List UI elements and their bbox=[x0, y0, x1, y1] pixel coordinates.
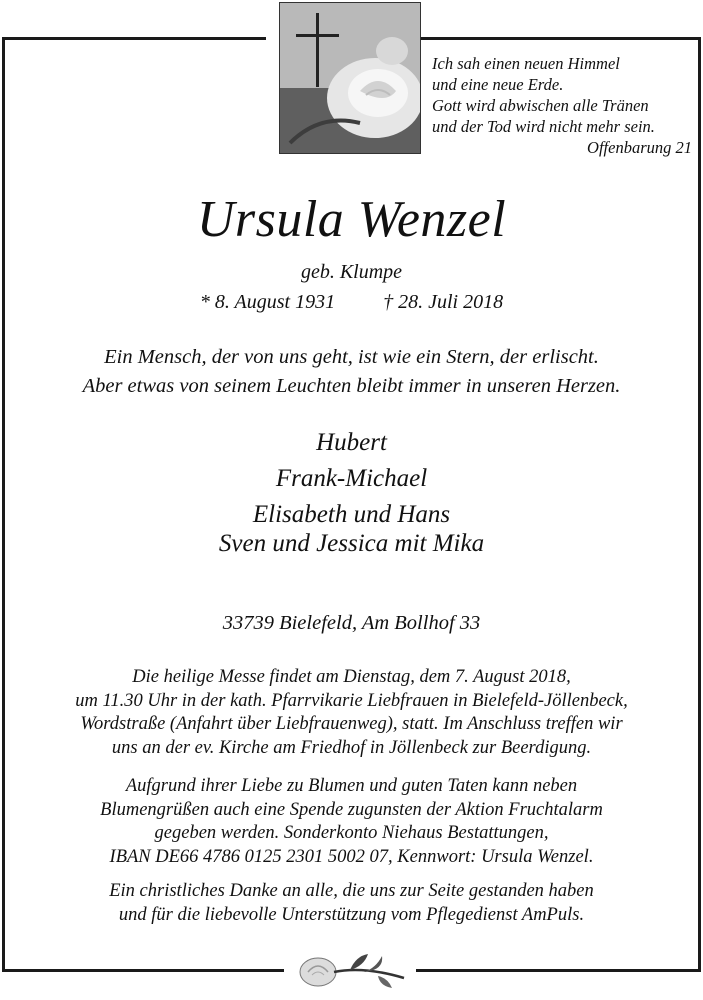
cross-icon bbox=[280, 3, 420, 153]
donation-info bbox=[0, 775, 703, 869]
quote-line: und der Tod wird nicht mehr sein. bbox=[432, 117, 655, 136]
frame-top-left-line bbox=[2, 37, 266, 40]
frame-top-right-line bbox=[417, 37, 701, 40]
funeral-service-info bbox=[0, 666, 703, 760]
family-address: 33739 Bielefeld, Am Bollhof 33 bbox=[222, 612, 481, 634]
mourner-name: Hubert bbox=[316, 429, 387, 456]
quote-reference: Offenbarung 21 bbox=[587, 138, 692, 157]
mourner-name: Sven und Jessica mit Mika bbox=[218, 530, 485, 557]
birth-date: * 8. August 1931 bbox=[199, 291, 336, 313]
service-line: uns an der ev. Kirche am Friedhof in Jöllenbeck zur Beerdigung. bbox=[111, 737, 592, 758]
frame-bottom-left-line bbox=[2, 969, 284, 972]
memorial-motto bbox=[0, 343, 703, 401]
service-line: Die heilige Messe findet am Dienstag, dem 7. August 2018, bbox=[132, 667, 571, 687]
thanks-note bbox=[0, 880, 703, 927]
quote-line: Ich sah einen neuen Himmel bbox=[432, 54, 620, 73]
donation-line: Blumengrüßen auch eine Spende zugunsten der Aktion Fruchtalarm bbox=[100, 799, 603, 820]
maiden-name: geb. Klumpe bbox=[300, 261, 403, 283]
deceased-name: Ursula Wenzel bbox=[196, 191, 507, 248]
service-line: Wordstraße (Anfahrt über Liebfrauenweg), statt. Im Anschluss treffen wir bbox=[80, 714, 623, 734]
mourner-name: Elisabeth und Hans bbox=[252, 501, 451, 528]
thanks-line: Ein christliches Danke an alle, die uns zur Seite gestanden haben bbox=[109, 881, 594, 901]
thanks-line: und für die liebevolle Unterstützung vom Pflegedienst AmPuls. bbox=[118, 904, 585, 925]
donation-line: gegeben werden. Sonderkonto Niehaus Bestattungen, bbox=[154, 823, 549, 843]
life-dates bbox=[0, 290, 703, 314]
quote-line: Gott wird abwischen alle Tränen bbox=[432, 96, 649, 115]
motto-line: Ein Mensch, der von uns geht, ist wie ein Stern, der erlischt. bbox=[104, 346, 599, 368]
mourners-list bbox=[0, 425, 703, 559]
quote-line: und eine neue Erde. bbox=[432, 75, 564, 94]
donation-line: Aufgrund ihrer Liebe zu Blumen und guten Taten kann neben bbox=[125, 776, 578, 796]
rose-icon bbox=[290, 942, 410, 992]
frame-bottom-right-line bbox=[416, 969, 701, 972]
motto-line: Aber etwas von seinem Leuchten bleibt immer in unseren Herzen. bbox=[82, 375, 621, 397]
donation-line: IBAN DE66 4786 0125 2301 5002 07, Kennwort: Ursula Wenzel. bbox=[109, 846, 594, 867]
mourner-name: Frank-Michael bbox=[275, 465, 428, 492]
bible-quote bbox=[432, 53, 694, 158]
death-date: † 28. Juli 2018 bbox=[383, 291, 504, 313]
cross-with-rose-image bbox=[279, 2, 421, 154]
service-line: um 11.30 Uhr in der kath. Pfarrvikarie Liebfrauen in Bielefeld-Jöllenbeck, bbox=[75, 690, 628, 711]
